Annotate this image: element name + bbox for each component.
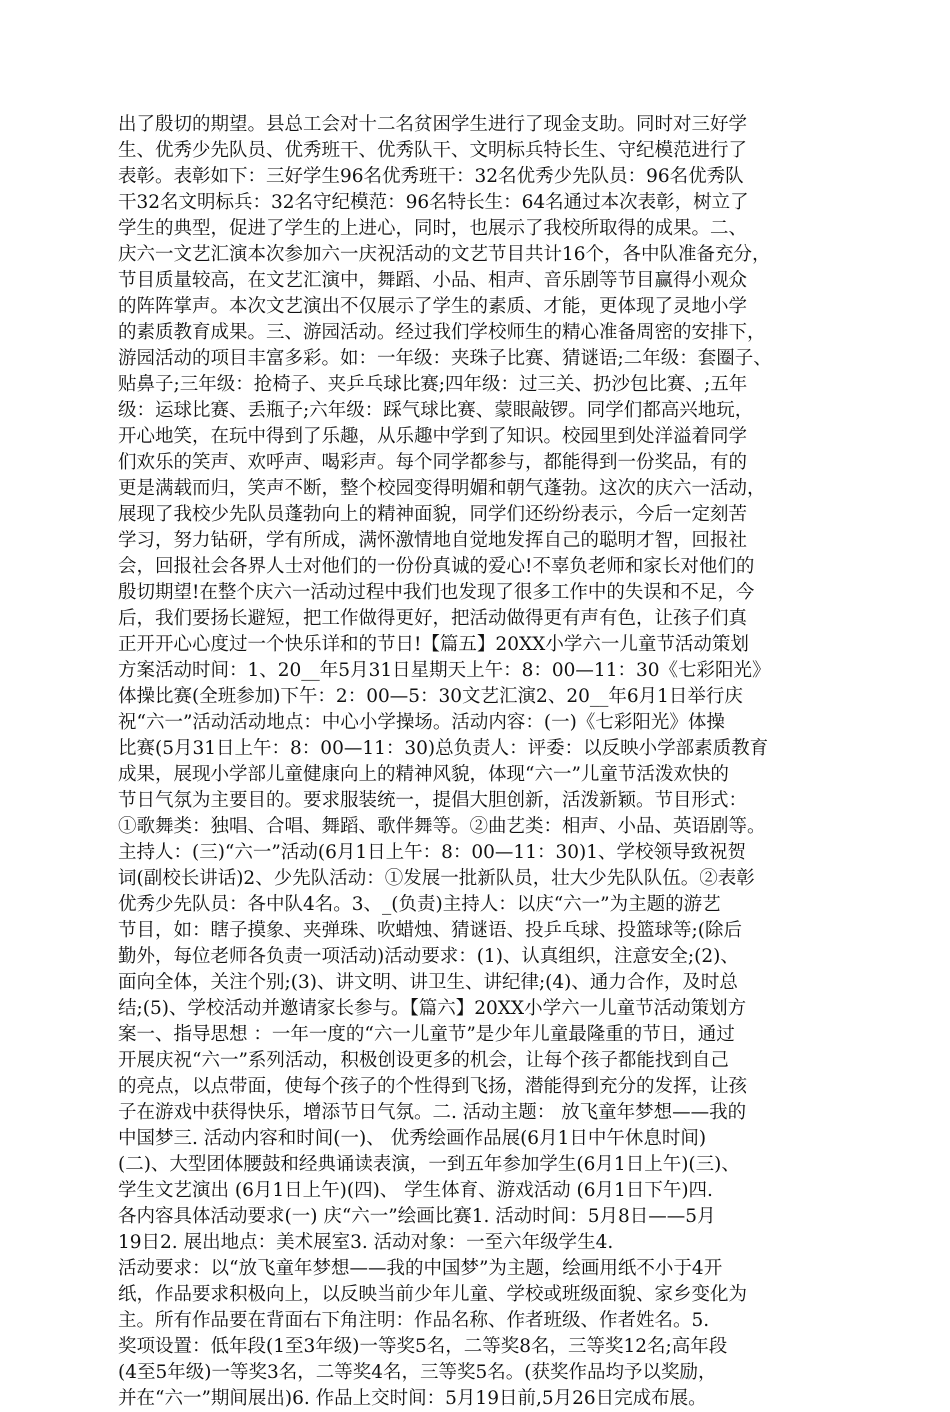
text-line: (4至5年级)一等奖3名，二等奖4名，三等奖5名。(获奖作品均予以奖励， bbox=[118, 1362, 717, 1383]
text-line: 结;(5)、学校活动并邀请家长参与。【篇六】20XX小学六一儿童节活动策划方 bbox=[118, 998, 747, 1019]
text-line: 19日2. 展出地点：美术展室3. 活动对象：一至六年级学生4. bbox=[118, 1232, 614, 1253]
text-line: 节目质量较高，在文艺汇演中，舞蹈、小品、相声、音乐剧等节目赢得小观众 bbox=[118, 270, 748, 291]
text-line: 节日气氛为主要目的。要求服装统一，提倡大胆创新，活泼新颖。节目形式： bbox=[118, 790, 748, 811]
text-line: 的阵阵掌声。本次文艺演出不仅展示了学生的素质、才能，更体现了灵地小学 bbox=[118, 296, 748, 317]
text-line: 纸，作品要求积极向上，以反映当前少年儿童、学校或班级面貌、家乡变化为 bbox=[118, 1284, 748, 1305]
text-line: 活动要求：以“放飞童年梦想——我的中国梦”为主题，绘画用纸不小于4开 bbox=[118, 1258, 723, 1279]
text-line: 出了殷切的期望。县总工会对十二名贫困学生进行了现金支助。同时对三好学 bbox=[118, 114, 748, 135]
text-line: 开展庆祝“六一”系列活动，积极创设更多的机会，让每个孩子都能找到自己 bbox=[118, 1050, 729, 1071]
text-line: 祝“六一”活动活动地点：中心小学操场。活动内容：(一)《七彩阳光》体操 bbox=[118, 712, 725, 733]
text-line: 展现了我校少先队员蓬勃向上的精神面貌，同学们还纷纷表示，今后一定刻苦 bbox=[118, 504, 748, 525]
text-line: 并在“六一”期间展出)6. 作品上交时间：5月19日前,5月26日完成布展。 bbox=[118, 1388, 707, 1409]
text-line: 生、优秀少先队员、优秀班干、优秀队干、文明标兵特长生、守纪模范进行了 bbox=[118, 140, 748, 161]
text-line: 们欢乐的笑声、欢呼声、喝彩声。每个同学都参与，都能得到一份奖品，有的 bbox=[118, 452, 748, 473]
text-line: 游园活动的项目丰富多彩。如：一年级：夹珠子比赛、猜谜语;二年级：套圈子、 bbox=[118, 348, 772, 369]
text-line: 案一、指导思想 ：一年一度的“六一儿童节”是少年儿童最隆重的节日，通过 bbox=[118, 1024, 735, 1045]
text-line: 级：运球比赛、丢瓶子;六年级：踩气球比赛、蒙眼敲锣。同学们都高兴地玩， bbox=[118, 400, 754, 421]
text-line: 各内容具体活动要求(一) 庆“六一”绘画比赛1. 活动时间：5月8日——5月 bbox=[118, 1206, 716, 1227]
text-line: 开心地笑，在玩中得到了乐趣，从乐趣中学到了知识。校园里到处洋溢着同学 bbox=[118, 426, 748, 447]
text-line: 比赛(5月31日上午：8：00—11：30)总负责人：评委：以反映小学部素质教育 bbox=[118, 738, 769, 759]
text-line: 主。所有作品要在背面右下角注明：作品名称、作者班级、作者姓名。5. bbox=[118, 1310, 710, 1331]
text-line: 的亮点，以点带面，使每个孩子的个性得到飞扬，潜能得到充分的发挥，让孩 bbox=[118, 1076, 748, 1097]
text-line: 奖项设置：低年段(1至3年级)一等奖5名，二等奖8名，三等奖12名;高年段 bbox=[118, 1336, 728, 1357]
text-line: 表彰。表彰如下：三好学生96名优秀班干：32名优秀少先队员：96名优秀队 bbox=[118, 166, 744, 187]
text-line: 中国梦三. 活动内容和时间(一)、 优秀绘画作品展(6月1日中午休息时间) bbox=[118, 1128, 707, 1149]
text-line: 学生的典型，促进了学生的上进心，同时，也展示了我校所取得的成果。二、 bbox=[118, 218, 748, 239]
text-line: 的素质教育成果。三、游园活动。经过我们学校师生的精心准备周密的安排下， bbox=[118, 322, 766, 343]
text-line: 词(副校长讲话)2、少先队活动：①发展一批新队员，壮大少先队队伍。②表彰 bbox=[118, 868, 755, 889]
document-body bbox=[118, 112, 838, 1412]
text-line: 优秀少先队员：各中队4名。3、_(负责)主持人：以庆“六一”为主题的游艺 bbox=[118, 894, 721, 915]
text-line: 主持人：(三)“六一”活动(6月1日上午：8：00—11：30)1、学校领导致祝贺 bbox=[118, 842, 746, 863]
text-line: (二)、大型团体腰鼓和经典诵读表演，一到五年参加学生(6月1日上午)(三)、 bbox=[118, 1154, 740, 1175]
text-line: 殷切期望!在整个庆六一活动过程中我们也发现了很多工作中的失误和不足，今 bbox=[118, 582, 755, 603]
text-line: 后，我们要扬长避短，把工作做得更好，把活动做得更有声有色，让孩子们真 bbox=[118, 608, 748, 629]
text-line: 学生文艺演出 (6月1日上午)(四)、 学生体育、游戏活动 (6月1日下午)四. bbox=[118, 1180, 713, 1201]
text-line: 方案活动时间：1、20__年5月31日星期天上午：8：00—11：30《七彩阳光》 bbox=[118, 660, 771, 681]
text-line: 节目，如：瞎子摸象、夹弹珠、吹蜡烛、猜谜语、投乒乓球、投篮球等;(除后 bbox=[118, 920, 742, 941]
text-line: 勤外，每位老师各负责一项活动)活动要求：(1)、认真组织，注意安全;(2)、 bbox=[118, 946, 739, 967]
text-line: ①歌舞类：独唱、合唱、舞蹈、歌伴舞等。②曲艺类：相声、小品、英语剧等。 bbox=[118, 816, 766, 837]
text-line: 会，回报社会各界人士对他们的一份份真诚的爱心!不辜负老师和家长对他们的 bbox=[118, 556, 755, 577]
text-line: 体操比赛(全班参加)下午：2：00—5：30文艺汇演2、20__年6月1日举行庆 bbox=[118, 686, 743, 707]
text-line: 子在游戏中获得快乐，增添节日气氛。二. 活动主题： 放飞童年梦想——我的 bbox=[118, 1102, 747, 1123]
text-line: 正开开心心度过一个快乐详和的节日!【篇五】20XX小学六一儿童节活动策划 bbox=[118, 634, 749, 655]
text-line: 干32名文明标兵：32名守纪模范：96名特长生：64名通过本次表彰，树立了 bbox=[118, 192, 749, 213]
text-line: 学习，努力钻研，学有所成，满怀激情地自觉地发挥自己的聪明才智，回报社 bbox=[118, 530, 748, 551]
text-line: 庆六一文艺汇演本次参加六一庆祝活动的文艺节目共计16个，各中队准备充分， bbox=[118, 244, 771, 265]
text-line: 贴鼻子;三年级：抢椅子、夹乒乓球比赛;四年级：过三关、扔沙包比赛、;五年 bbox=[118, 374, 748, 395]
text-line: 成果，展现小学部儿童健康向上的精神风貌，体现“六一”儿童节活泼欢快的 bbox=[118, 764, 729, 785]
text-line: 面向全体，关注个别;(3)、讲文明、讲卫生、讲纪律;(4)、通力合作，及时总 bbox=[118, 972, 738, 993]
text-line: 更是满载而归，笑声不断，整个校园变得明媚和朝气蓬勃。这次的庆六一活动， bbox=[118, 478, 766, 499]
